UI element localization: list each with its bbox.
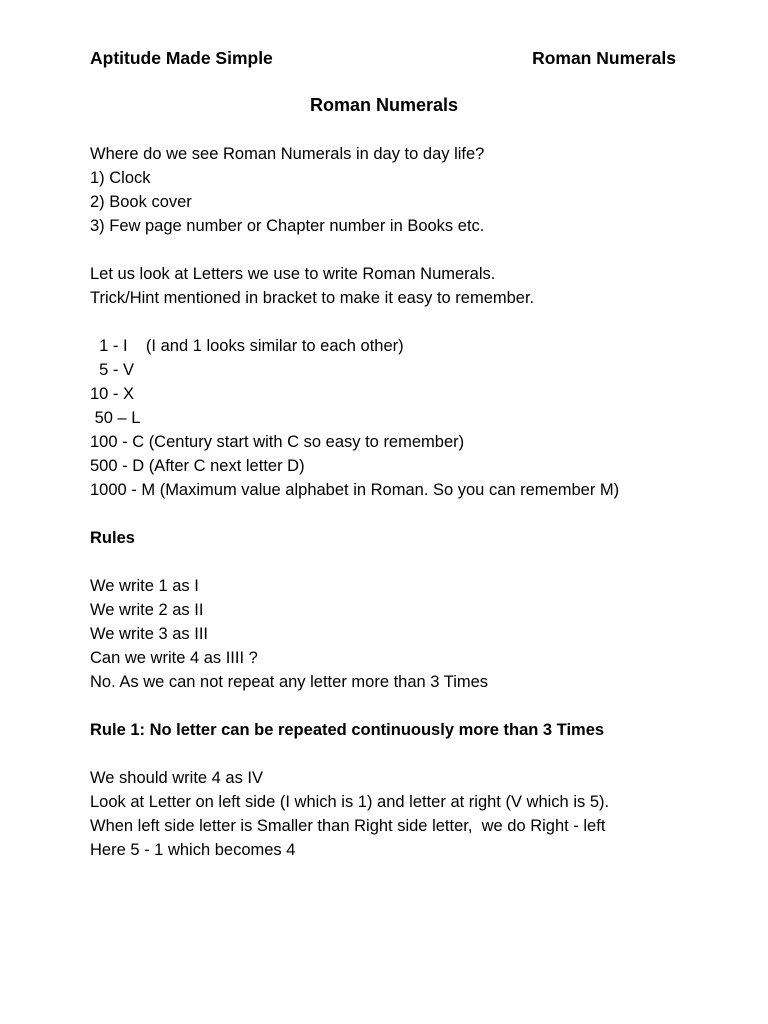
letters-intro-line: Trick/Hint mentioned in bracket to make it easy to remember. bbox=[90, 289, 535, 307]
document-body bbox=[90, 142, 710, 862]
spacer bbox=[90, 694, 710, 718]
rule-example: We write 2 as II bbox=[90, 601, 204, 619]
rule-1-explanation: We should write 4 as IV bbox=[90, 769, 264, 787]
letter-mapping: 5 - V bbox=[90, 361, 135, 379]
letter-mapping: 1 - I (I and 1 looks similar to each other) bbox=[90, 337, 404, 355]
intro-question: Where do we see Roman Numerals in day to day life? bbox=[90, 145, 485, 163]
rule-example: We write 1 as I bbox=[90, 577, 199, 595]
letters-intro-line: Let us look at Letters we use to write Roman Numerals. bbox=[90, 265, 496, 283]
spacer bbox=[90, 238, 710, 262]
page-header bbox=[90, 46, 676, 70]
spacer bbox=[90, 502, 710, 526]
spacer bbox=[90, 310, 710, 334]
rule-example: No. As we can not repeat any letter more than 3 Times bbox=[90, 673, 489, 691]
letter-mapping: 500 - D (After C next letter D) bbox=[90, 457, 305, 475]
rule-example: We write 3 as III bbox=[90, 625, 208, 643]
spacer bbox=[90, 550, 710, 574]
header-right-title: Roman Numerals bbox=[532, 48, 676, 68]
document-title: Roman Numerals bbox=[309, 95, 459, 115]
rule-example: Can we write 4 as IIII ? bbox=[90, 649, 258, 667]
letter-mapping: 1000 - M (Maximum value alphabet in Roman. So you can remember M) bbox=[90, 481, 620, 499]
spacer bbox=[90, 742, 710, 766]
letter-mapping: 100 - C (Century start with C so easy to remember) bbox=[90, 433, 465, 451]
header-left-title: Aptitude Made Simple bbox=[90, 48, 273, 68]
rule-1-heading: Rule 1: No letter can be repeated continuously more than 3 Times bbox=[90, 721, 605, 739]
intro-item: 3) Few page number or Chapter number in Books etc. bbox=[90, 217, 485, 235]
rule-1-explanation: Look at Letter on left side (I which is 1) and letter at right (V which is 5). bbox=[90, 793, 610, 811]
rule-1-explanation: Here 5 - 1 which becomes 4 bbox=[90, 841, 296, 859]
letter-mapping: 10 - X bbox=[90, 385, 135, 403]
rule-1-explanation: When left side letter is Smaller than Right side letter, we do Right - left bbox=[90, 817, 606, 835]
rules-heading: Rules bbox=[90, 529, 135, 547]
intro-item: 1) Clock bbox=[90, 169, 151, 187]
intro-item: 2) Book cover bbox=[90, 193, 192, 211]
letter-mapping: 50 – L bbox=[90, 409, 141, 427]
